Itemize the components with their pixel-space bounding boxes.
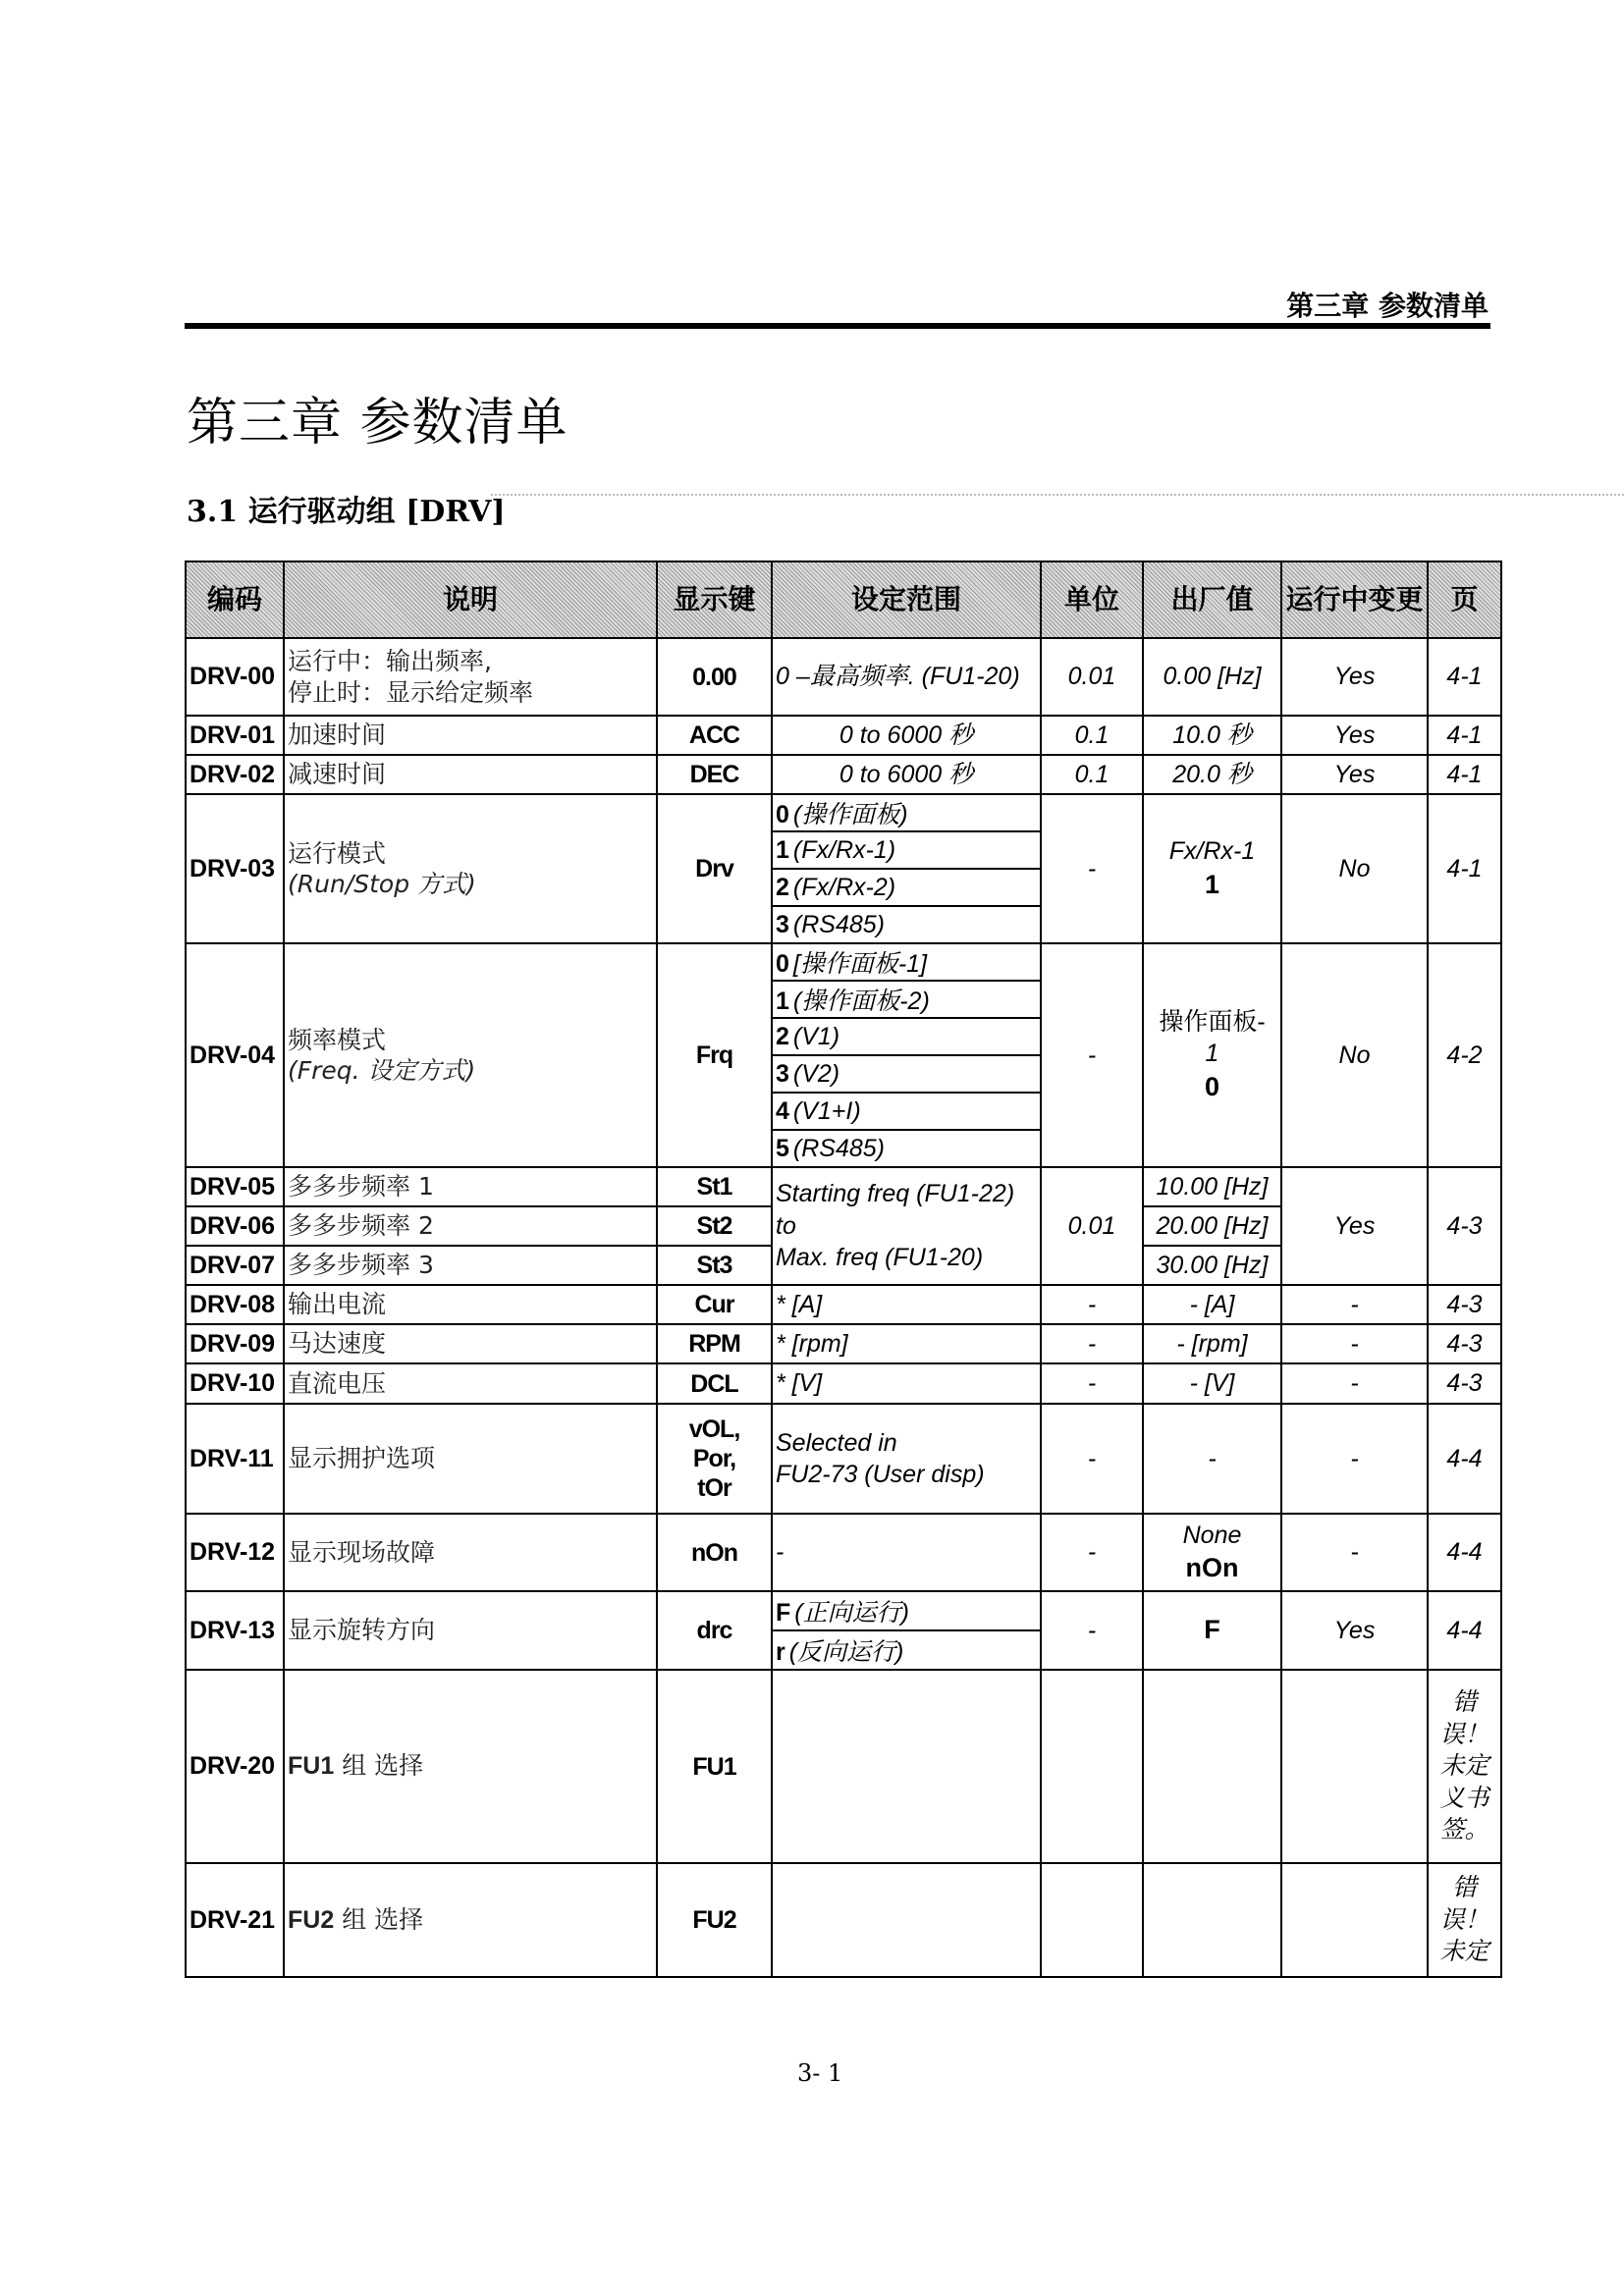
unit: - bbox=[1041, 1404, 1143, 1514]
option-item: 3 (RS485) bbox=[772, 906, 1041, 943]
param-code: DRV-09 bbox=[186, 1324, 284, 1363]
display-key: ACC bbox=[657, 716, 772, 755]
display-key: vOL, Por, tOr bbox=[657, 1404, 772, 1514]
header-code: 编码 bbox=[186, 561, 284, 638]
param-code: DRV-05 bbox=[186, 1167, 284, 1206]
param-description: FU1 组 选择 bbox=[284, 1670, 657, 1863]
setting-range: 0 –最高频率. (FU1-20) bbox=[772, 638, 1041, 716]
table-header-row bbox=[186, 561, 1501, 638]
section-title: 3.1 运行驱动组 [DRV] bbox=[187, 495, 506, 529]
param-code: DRV-02 bbox=[186, 755, 284, 794]
display-key: nOn bbox=[657, 1514, 772, 1591]
param-code: DRV-01 bbox=[186, 716, 284, 755]
header-page: 页 bbox=[1428, 561, 1501, 638]
header-description: 说明 bbox=[284, 561, 657, 638]
param-description: 减速时间 bbox=[284, 755, 657, 794]
change-during-run bbox=[1281, 1863, 1428, 1977]
unit: 0.01 bbox=[1041, 638, 1143, 716]
running-head: 第三章 参数清单 bbox=[1286, 290, 1489, 322]
header-display-key: 显示键 bbox=[657, 561, 772, 638]
page-ref: 4-3 bbox=[1428, 1167, 1501, 1285]
param-code: DRV-13 bbox=[186, 1591, 284, 1670]
factory-default: 0.00 [Hz] bbox=[1143, 638, 1281, 716]
factory-default: - [A] bbox=[1143, 1285, 1281, 1324]
factory-default: None nOn bbox=[1143, 1514, 1281, 1591]
header-change-during-run: 运行中变更 bbox=[1281, 561, 1428, 638]
param-description: 运行中：输出频率, 停止时：显示给定频率 bbox=[284, 638, 657, 716]
change-during-run: No bbox=[1281, 794, 1428, 943]
unit: - bbox=[1041, 794, 1143, 943]
header-rule bbox=[185, 323, 1490, 329]
factory-default: 10.0 秒 bbox=[1143, 716, 1281, 755]
page-ref: 4-4 bbox=[1428, 1591, 1501, 1670]
page-ref: 4-1 bbox=[1428, 716, 1501, 755]
setting-range: 0 to 6000 秒 bbox=[772, 716, 1041, 755]
factory-default: 30.00 [Hz] bbox=[1143, 1246, 1281, 1285]
option-item: 2 (Fx/Rx-2) bbox=[772, 869, 1041, 906]
setting-range: * [A] bbox=[772, 1285, 1041, 1324]
table-row bbox=[186, 1670, 1501, 1863]
header-unit: 单位 bbox=[1041, 561, 1143, 638]
table-row bbox=[186, 638, 1501, 716]
setting-range: Selected in FU2-73 (User disp) bbox=[772, 1404, 1041, 1514]
setting-range: * [V] bbox=[772, 1363, 1041, 1404]
param-description: 显示旋转方向 bbox=[284, 1591, 657, 1670]
setting-range bbox=[772, 1863, 1041, 1977]
change-during-run: Yes bbox=[1281, 638, 1428, 716]
factory-default: F bbox=[1143, 1591, 1281, 1670]
change-during-run: - bbox=[1281, 1514, 1428, 1591]
display-key: 0.00 bbox=[657, 638, 772, 716]
page-ref: 4-4 bbox=[1428, 1404, 1501, 1514]
page-ref-error: 错 误！ 未定 义书 签。 bbox=[1428, 1670, 1501, 1863]
change-during-run: No bbox=[1281, 943, 1428, 1167]
unit: 0.01 bbox=[1041, 1167, 1143, 1285]
unit bbox=[1041, 1670, 1143, 1863]
display-key: RPM bbox=[657, 1324, 772, 1363]
table-row bbox=[186, 716, 1501, 755]
setting-range: 0 to 6000 秒 bbox=[772, 755, 1041, 794]
table-row bbox=[186, 755, 1501, 794]
page-number: 3- 1 bbox=[797, 2059, 843, 2087]
option-item: r (反向运行) bbox=[772, 1630, 1041, 1670]
table-row bbox=[186, 1167, 1501, 1206]
param-code: DRV-20 bbox=[186, 1670, 284, 1863]
option-item: 0 [操作面板-1] bbox=[772, 943, 1041, 981]
param-code: DRV-00 bbox=[186, 638, 284, 716]
param-description: 加速时间 bbox=[284, 716, 657, 755]
factory-default: - [rpm] bbox=[1143, 1324, 1281, 1363]
param-code: DRV-07 bbox=[186, 1246, 284, 1285]
param-description: FU2 组 选择 bbox=[284, 1863, 657, 1977]
display-key: St1 bbox=[657, 1167, 772, 1206]
option-item: 0 (操作面板) bbox=[772, 794, 1041, 831]
setting-range bbox=[772, 1670, 1041, 1863]
param-code: DRV-04 bbox=[186, 943, 284, 1167]
display-key: St2 bbox=[657, 1206, 772, 1246]
change-during-run: Yes bbox=[1281, 716, 1428, 755]
param-code: DRV-12 bbox=[186, 1514, 284, 1591]
factory-default: - bbox=[1143, 1404, 1281, 1514]
unit: - bbox=[1041, 1285, 1143, 1324]
param-description: 多多步频率 1 bbox=[284, 1167, 657, 1206]
option-item: 2 (V1) bbox=[772, 1018, 1041, 1055]
option-item: 1 (操作面板-2) bbox=[772, 981, 1041, 1018]
param-description: 多多步频率 3 bbox=[284, 1246, 657, 1285]
factory-default: 操作面板- 1 0 bbox=[1143, 943, 1281, 1167]
unit bbox=[1041, 1863, 1143, 1977]
header-setting-range: 设定范围 bbox=[772, 561, 1041, 638]
setting-range: - bbox=[772, 1514, 1041, 1591]
unit: - bbox=[1041, 1514, 1143, 1591]
page-ref: 4-1 bbox=[1428, 755, 1501, 794]
option-item: F (正向运行) bbox=[772, 1591, 1041, 1630]
table-row bbox=[186, 1404, 1501, 1514]
unit: - bbox=[1041, 1363, 1143, 1404]
param-description: 马达速度 bbox=[284, 1324, 657, 1363]
unit: - bbox=[1041, 943, 1143, 1167]
table-row bbox=[186, 1514, 1501, 1591]
display-key: St3 bbox=[657, 1246, 772, 1285]
display-key: Drv bbox=[657, 794, 772, 943]
page-ref: 4-3 bbox=[1428, 1324, 1501, 1363]
param-description: 输出电流 bbox=[284, 1285, 657, 1324]
page-ref-error: 错 误！ 未定 bbox=[1428, 1863, 1501, 1977]
option-item: 3 (V2) bbox=[772, 1055, 1041, 1093]
unit: - bbox=[1041, 1591, 1143, 1670]
page-ref: 4-4 bbox=[1428, 1514, 1501, 1591]
option-item: 5 (RS485) bbox=[772, 1130, 1041, 1167]
factory-default bbox=[1143, 1863, 1281, 1977]
factory-default: 20.0 秒 bbox=[1143, 755, 1281, 794]
param-code: DRV-11 bbox=[186, 1404, 284, 1514]
param-description: 显示现场故障 bbox=[284, 1514, 657, 1591]
param-code: DRV-21 bbox=[186, 1863, 284, 1977]
display-key: drc bbox=[657, 1591, 772, 1670]
setting-range: * [rpm] bbox=[772, 1324, 1041, 1363]
factory-default: 10.00 [Hz] bbox=[1143, 1167, 1281, 1206]
table-row bbox=[186, 794, 1501, 831]
factory-default: 20.00 [Hz] bbox=[1143, 1206, 1281, 1246]
display-key: FU1 bbox=[657, 1670, 772, 1863]
chapter-title: 第三章 参数清单 bbox=[187, 394, 568, 453]
param-code: DRV-08 bbox=[186, 1285, 284, 1324]
change-during-run: - bbox=[1281, 1404, 1428, 1514]
display-key: DEC bbox=[657, 755, 772, 794]
page-ref: 4-1 bbox=[1428, 638, 1501, 716]
change-during-run bbox=[1281, 1670, 1428, 1863]
unit: 0.1 bbox=[1041, 716, 1143, 755]
page-ref: 4-3 bbox=[1428, 1285, 1501, 1324]
table-row bbox=[186, 1363, 1501, 1404]
change-during-run: - bbox=[1281, 1363, 1428, 1404]
change-during-run: Yes bbox=[1281, 755, 1428, 794]
setting-range: Starting freq (FU1-22) to Max. freq (FU1-20) bbox=[772, 1167, 1041, 1285]
table-row bbox=[186, 1324, 1501, 1363]
unit: 0.1 bbox=[1041, 755, 1143, 794]
change-during-run: - bbox=[1281, 1324, 1428, 1363]
parameter-table bbox=[185, 561, 1502, 1978]
factory-default bbox=[1143, 1670, 1281, 1863]
table-row bbox=[186, 1591, 1501, 1630]
change-during-run: Yes bbox=[1281, 1591, 1428, 1670]
param-description: 直流电压 bbox=[284, 1363, 657, 1404]
display-key: FU2 bbox=[657, 1863, 772, 1977]
table-row bbox=[186, 1863, 1501, 1977]
factory-default: Fx/Rx-1 1 bbox=[1143, 794, 1281, 943]
param-description: 运行模式 (Run/Stop 方式) bbox=[284, 794, 657, 943]
display-key: DCL bbox=[657, 1363, 772, 1404]
display-key: Frq bbox=[657, 943, 772, 1167]
header-factory-default: 出厂值 bbox=[1143, 561, 1281, 638]
change-during-run: Yes bbox=[1281, 1167, 1428, 1285]
page-ref: 4-2 bbox=[1428, 943, 1501, 1167]
option-item: 1 (Fx/Rx-1) bbox=[772, 831, 1041, 869]
table-row bbox=[186, 943, 1501, 981]
page-ref: 4-3 bbox=[1428, 1363, 1501, 1404]
option-item: 4 (V1+I) bbox=[772, 1093, 1041, 1130]
unit: - bbox=[1041, 1324, 1143, 1363]
param-code: DRV-06 bbox=[186, 1206, 284, 1246]
param-description: 显示拥护选项 bbox=[284, 1404, 657, 1514]
table-row bbox=[186, 1285, 1501, 1324]
section-leader-dots bbox=[491, 494, 1624, 496]
param-code: DRV-03 bbox=[186, 794, 284, 943]
param-description: 频率模式 (Freq. 设定方式) bbox=[284, 943, 657, 1167]
param-code: DRV-10 bbox=[186, 1363, 284, 1404]
change-during-run: - bbox=[1281, 1285, 1428, 1324]
factory-default: - [V] bbox=[1143, 1363, 1281, 1404]
display-key: Cur bbox=[657, 1285, 772, 1324]
param-description: 多多步频率 2 bbox=[284, 1206, 657, 1246]
page-ref: 4-1 bbox=[1428, 794, 1501, 943]
